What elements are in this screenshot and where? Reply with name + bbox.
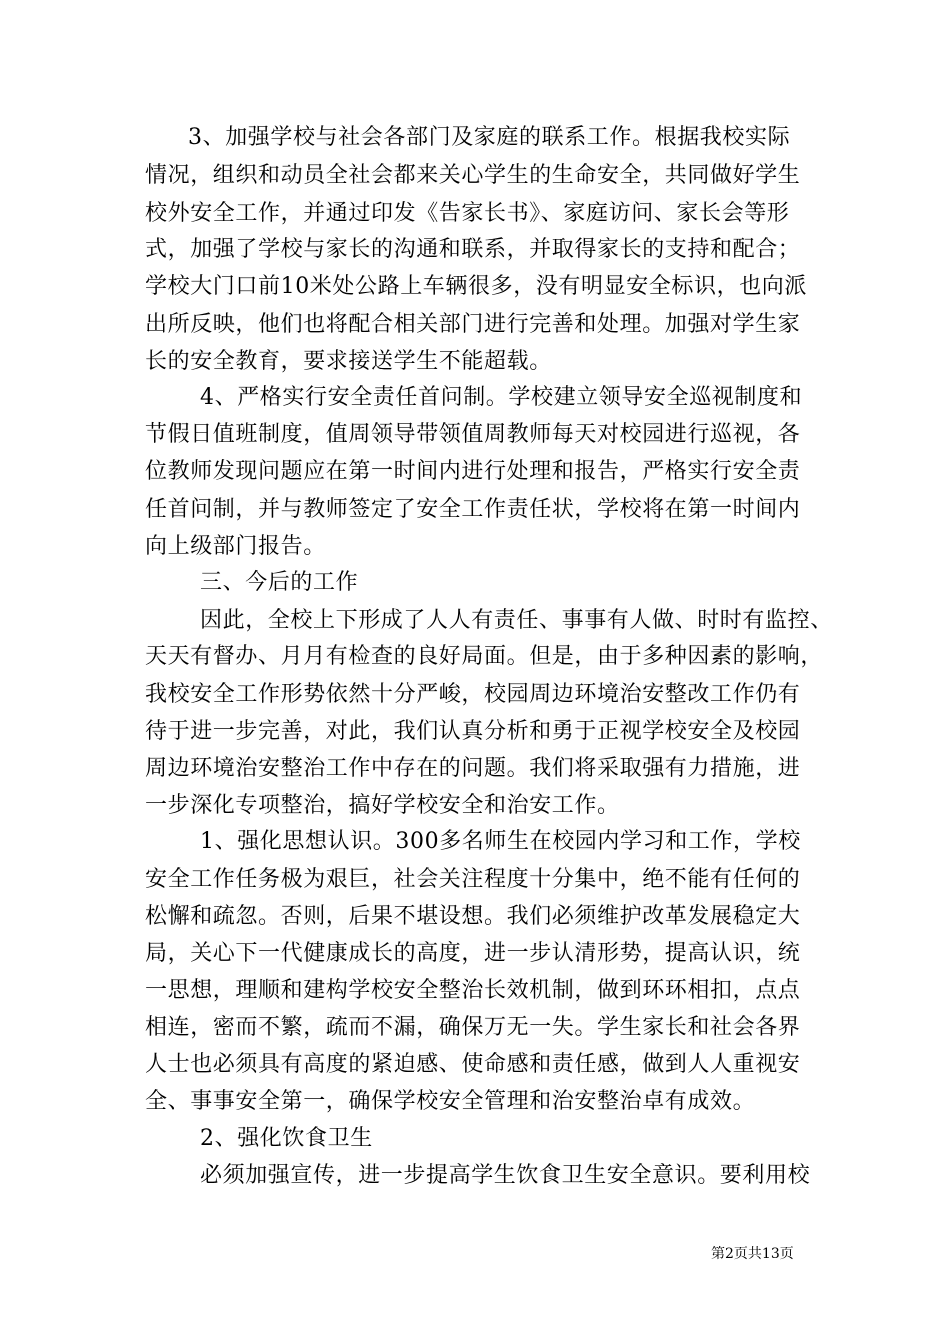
paragraph-line: 校外安全工作，并通过印发《告家长书》、家庭访问、家长会等形: [145, 201, 790, 226]
paragraph-line: 3、加强学校与社会各部门及家庭的联系工作。根据我校实际: [188, 125, 791, 150]
paragraph-line: 相连，密而不繁，疏而不漏，确保万无一失。学生家长和社会各界: [145, 1015, 801, 1040]
section-heading: 三、今后的工作: [200, 570, 359, 595]
paragraph-line: 周边环境治安整治工作中存在的问题。我们将采取强有力措施，进: [145, 756, 801, 781]
paragraph-line: 任首问制，并与教师签定了安全工作责任状，学校将在第一时间内: [145, 497, 801, 522]
paragraph-line: 必须加强宣传，进一步提高学生饮食卫生安全意识。要利用校: [200, 1163, 811, 1188]
paragraph-line: 安全工作任务极为艰巨，社会关注程度十分集中，绝不能有任何的: [145, 867, 801, 892]
paragraph-line: 一步深化专项整治，搞好学校安全和治安工作。: [145, 793, 620, 818]
paragraph-line: 位教师发现问题应在第一时间内进行处理和报告，严格实行安全责: [145, 459, 801, 484]
paragraph-line: 天天有督办、月月有检查的良好局面。但是，由于多种因素的影响，: [145, 644, 824, 669]
paragraph-line: 局，关心下一代健康成长的高度，进一步认清形势，提高认识，统: [145, 941, 801, 966]
paragraph-line: 人士也必须具有高度的紧迫感、使命感和责任感，做到人人重视安: [145, 1052, 801, 1077]
page-number-footer: 第2页共13页: [711, 1246, 794, 1262]
paragraph-line: 全、事事安全第一，确保学校安全管理和治安整治卓有成效。: [145, 1089, 756, 1114]
paragraph-line: 4、严格实行安全责任首问制。学校建立领导安全巡视制度和: [200, 385, 803, 410]
paragraph-line: 我校安全工作形势依然十分严峻，校园周边环境治安整改工作仍有: [145, 682, 801, 707]
paragraph-line: 松懈和疏忽。否则，后果不堪设想。我们必须维护改革发展稳定大: [145, 904, 801, 929]
subsection-heading: 2、强化饮食卫生: [200, 1126, 373, 1151]
paragraph-line: 出所反映，他们也将配合相关部门进行完善和处理。加强对学生家: [145, 312, 801, 337]
paragraph-line: 1、强化思想认识。300多名师生在校园内学习和工作，学校: [200, 829, 801, 854]
paragraph-line: 向上级部门报告。: [145, 534, 326, 559]
paragraph-line: 长的安全教育，要求接送学生不能超载。: [145, 349, 552, 374]
paragraph-line: 情况，组织和动员全社会都来关心学生的生命安全，共同做好学生: [145, 163, 801, 188]
paragraph-line: 节假日值班制度，值周领导带领值周教师每天对校园进行巡视，各: [145, 422, 801, 447]
paragraph-line: 待于进一步完善，对此，我们认真分析和勇于正视学校安全及校园: [145, 719, 801, 744]
paragraph-line: 一思想，理顺和建构学校安全整治长效机制，做到环环相扣，点点: [145, 978, 801, 1003]
paragraph-line: 因此，全校上下形成了人人有责任、事事有人做、时时有监控、: [200, 608, 833, 633]
paragraph-line: 式，加强了学校与家长的沟通和联系，并取得家长的支持和配合；: [145, 237, 801, 262]
paragraph-line: 学校大门口前10米处公路上车辆很多，没有明显安全标识，也向派: [145, 274, 807, 299]
